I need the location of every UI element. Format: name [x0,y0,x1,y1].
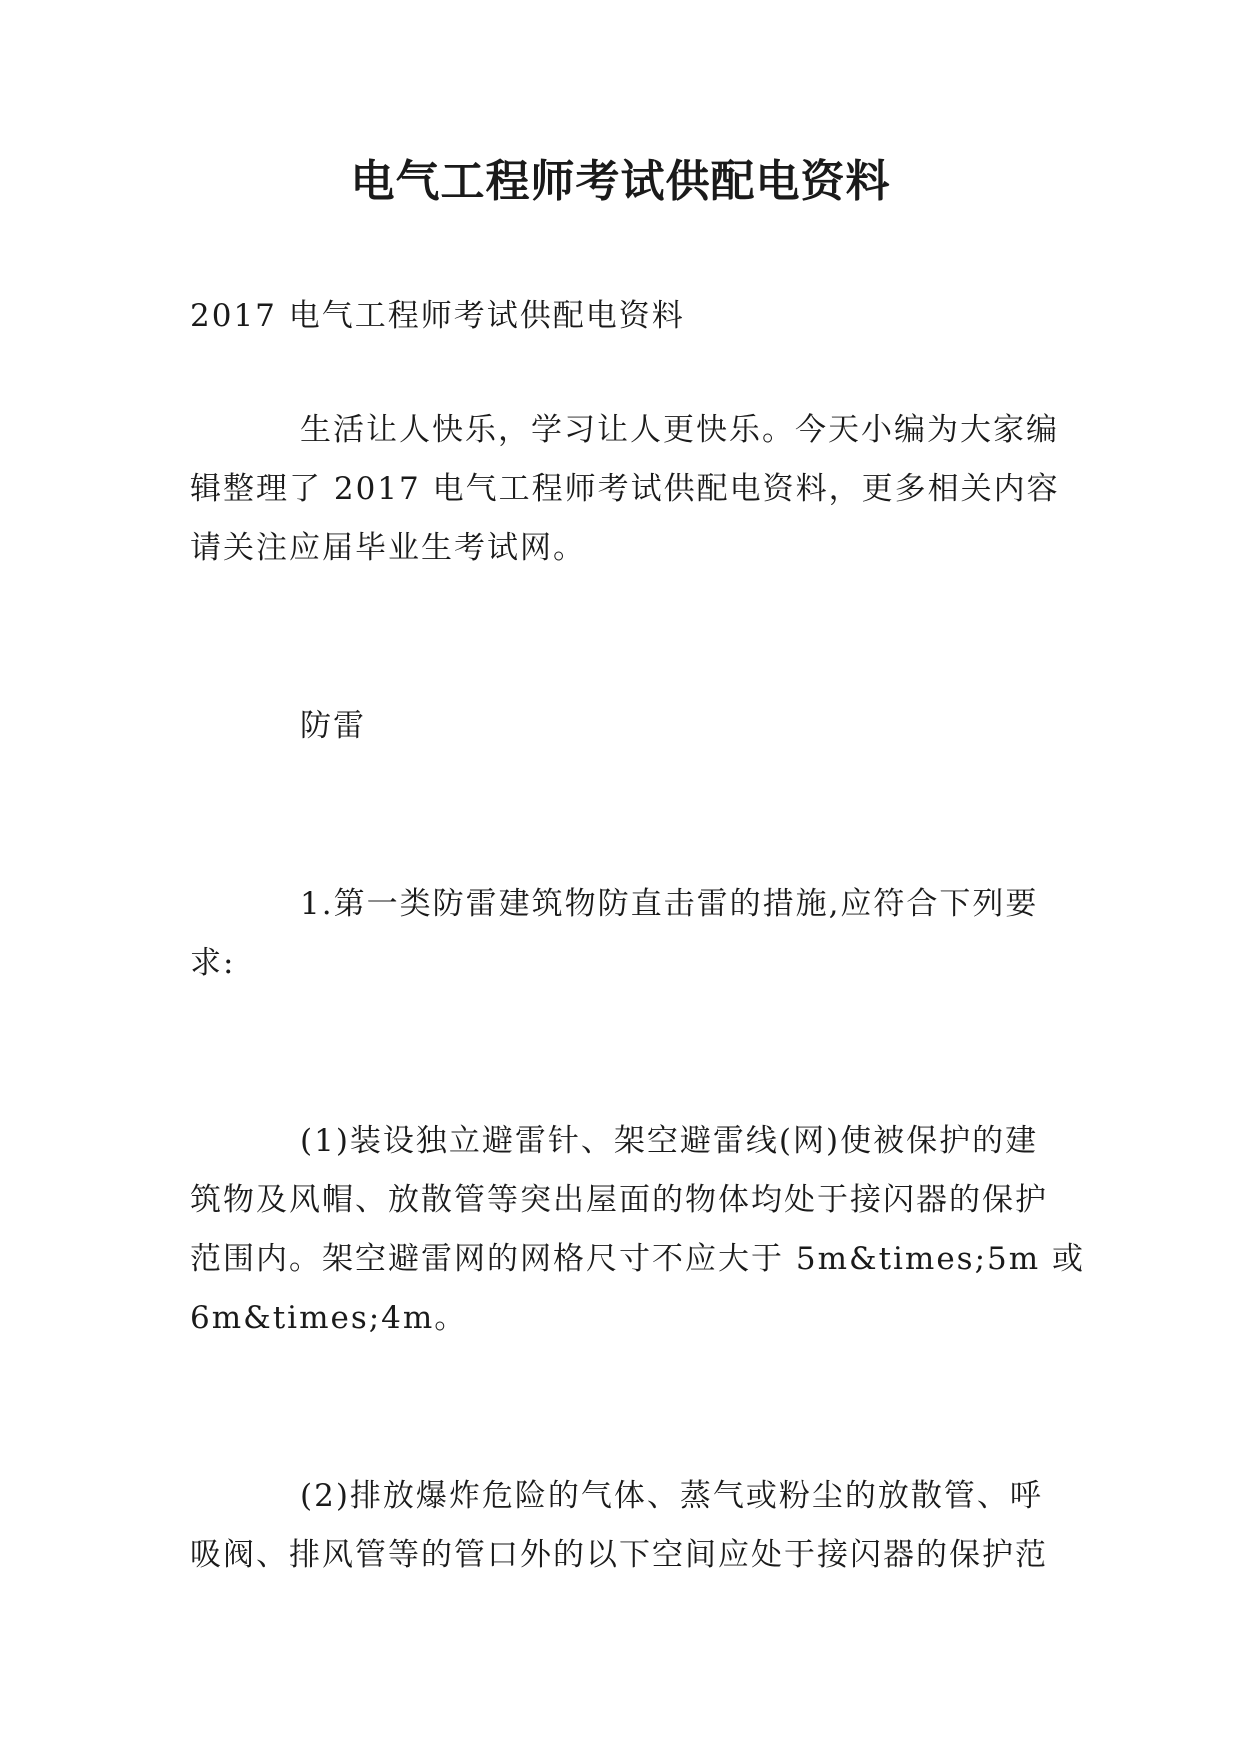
intro-line: 辑整理了 2017 电气工程师考试供配电资料，更多相关内容 [190,471,1060,507]
intro-line: 请关注应届毕业生考试网。 [190,530,586,566]
item-1-1-line: 范围内。架空避雷网的网格尺寸不应大于 5m&times;5m 或 [190,1241,1086,1277]
item-1-1-line: 6m&times;4m。 [190,1300,468,1336]
item-1-line: 1.第一类防雷建筑物防直击雷的措施,应符合下列要 [300,886,1039,922]
intro-line: 生活让人快乐，学习让人更快乐。今天小编为大家编 [300,412,1059,448]
item-1-2-line: 吸阀、排风管等的管口外的以下空间应处于接闪器的保护范 [190,1537,1048,1573]
item-1-1-line: (1)装设独立避雷针、架空避雷线(网)使被保护的建 [300,1123,1039,1159]
item-1-2-line: (2)排放爆炸危险的气体、蒸气或粉尘的放散管、呼 [300,1478,1043,1514]
section-heading: 防雷 [300,708,366,744]
item-1-line: 求: [190,945,236,981]
item-1-1-line: 筑物及风帽、放散管等突出屋面的物体均处于接闪器的保护 [190,1182,1048,1218]
document-title: 电气工程师考试供配电资料 [350,156,891,207]
document-subtitle: 2017 电气工程师考试供配电资料 [190,298,685,334]
